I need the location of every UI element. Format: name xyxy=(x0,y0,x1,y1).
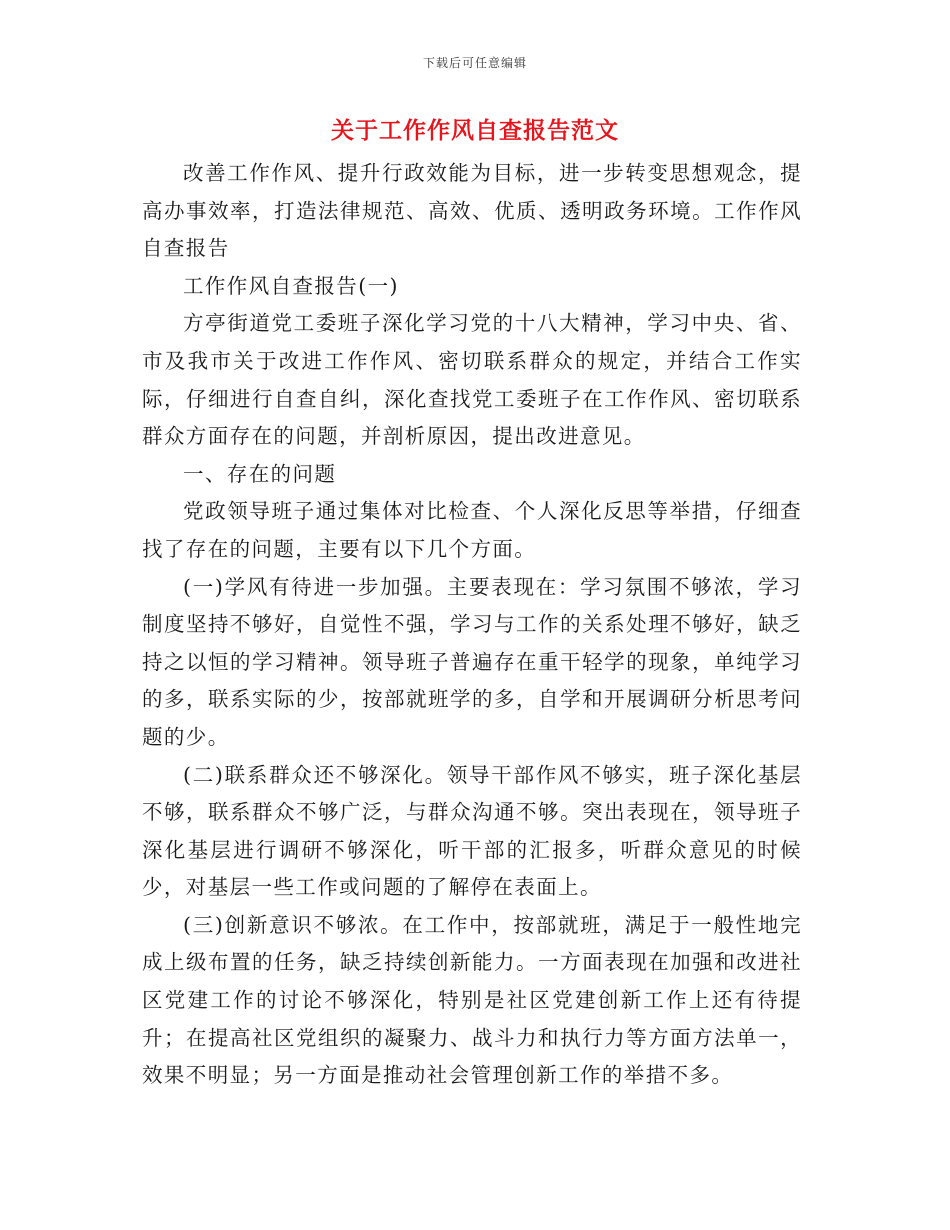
header-note: 下载后可任意编辑 xyxy=(422,56,527,70)
document-body xyxy=(142,155,802,1095)
section-heading-problems: 一、存在的问题 xyxy=(183,461,337,486)
paragraph-problems-summary: 党政领导班子通过集体对比检查、个人深化反思等举措，仔细查找了存在的问题，主要有以下几个方面。 xyxy=(142,499,802,561)
paragraph-intro: 改善工作作风、提升行政效能为目标，进一步转变思想观念，提高办事效率，打造法律规范、高效、优质、透明政务环境。工作作风自查报告 xyxy=(142,161,802,261)
paragraph-background: 方亭街道党工委班子深化学习党的十八大精神，学习中央、省、市及我市关于改进工作作风、密切联系群众的规定，并结合工作实际，仔细进行自查自纠，深化查找党工委班子在工作作风、密切联系群众方面存在的问题，并剖析原因，提出改进意见。 xyxy=(142,311,802,449)
paragraph-problem-1: (一)学风有待进一步加强。主要表现在：学习氛围不够浓，学习制度坚持不够好，自觉性不强，学习与工作的关系处理不够好，缺乏持之以恒的学习精神。领导班子普遍存在重干轻学的现象，单纯学习的多，联系实际的少，按部就班学的多，自学和开展调研分析思考问题的少。 xyxy=(142,574,802,749)
document-title: 关于工作作风自查报告范文 xyxy=(331,117,619,144)
paragraph-problem-3: (三)创新意识不够浓。在工作中，按部就班，满足于一般性地完成上级布置的任务，缺乏持续创新能力。一方面表现在加强和改进社区党建工作的讨论不够深化，特别是社区党建创新工作上还有待提升；在提高社区党组织的凝聚力、战斗力和执行力等方面方法单一，效果不明显；另一方面是推动社会管理创新工作的举措不多。 xyxy=(142,912,802,1088)
section-heading-report-1: 工作作风自查报告(一) xyxy=(183,273,399,298)
paragraph-problem-2: (二)联系群众还不够深化。领导干部作风不够实，班子深化基层不够，联系群众不够广泛，与群众沟通不够。突出表现在，领导班子深化基层进行调研不够深化，听干部的汇报多，听群众意见的时候少，对基层一些工作或问题的了解停在表面上。 xyxy=(142,762,802,900)
